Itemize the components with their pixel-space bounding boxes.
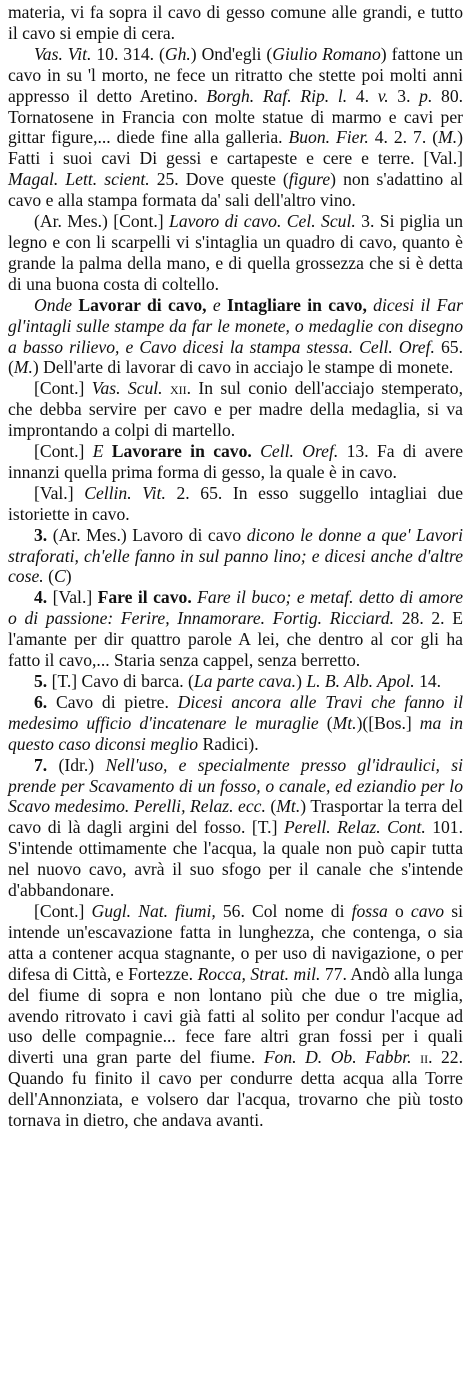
entry-paragraph: [8, 211, 463, 295]
text-segment: Onde: [34, 294, 79, 315]
text-segment: [Val.]: [34, 482, 85, 503]
entry-paragraph: [8, 901, 463, 1131]
text-segment: Buon. Fier.: [288, 127, 369, 148]
entry-paragraph: [8, 441, 463, 483]
text-segment: [103, 441, 111, 461]
text-segment: xii: [169, 378, 187, 399]
entry-paragraph: [8, 525, 463, 588]
text-segment: Fon. D. Ob. Fabbr.: [263, 1047, 412, 1068]
text-segment: [412, 1047, 421, 1067]
entry-paragraph: [8, 378, 463, 441]
text-segment: )([Bos.]: [356, 712, 420, 733]
text-segment: p.: [419, 85, 433, 106]
text-segment: Fare il buco; e metaf. detto di amore o di passione: Ferire, Innamorare. Fortig. Ricciard.: [8, 587, 463, 629]
text-segment: L. B. Alb. Apol.: [306, 671, 415, 691]
entry-paragraph: [8, 755, 463, 901]
text-segment: E: [92, 441, 104, 462]
text-segment: materia, vi fa sopra il cavo di gesso comune alle grandi, e tutto il cavo si empie di cera.: [8, 2, 463, 43]
text-segment: Lavorare in cavo.: [111, 441, 252, 462]
text-segment: fossa: [351, 900, 388, 921]
text-segment: ): [296, 671, 307, 691]
text-segment: 3.: [34, 524, 48, 545]
text-segment: ) Fatti i suoi cavi Di gessi e cartapeste e cere e terre. [Val.]: [8, 127, 463, 169]
text-segment: Vas. Scul.: [91, 378, 163, 399]
text-segment: 28. 2. E l'amante per dir quattro parole A lei, che dentro al cor gli ha fatto il cavo,... Staria senza cappel, senza berretto.: [8, 608, 463, 671]
text-segment: 56. Col nome di: [215, 900, 352, 921]
text-segment: 6.: [34, 691, 48, 712]
text-segment: Mt.: [332, 712, 357, 733]
text-segment: Dicesi ancora alle Travi che fanno il medesimo ufficio d'incatenare le muraglie: [8, 691, 464, 733]
text-segment: Gh.: [164, 43, 191, 64]
text-segment: Lavorar di cavo,: [78, 294, 207, 315]
text-segment: (: [43, 566, 54, 587]
text-segment: ) non s'adattino al cavo e alla stampa formata da' sali dell'altro vino.: [8, 169, 463, 211]
text-segment: 13. Fa di avere innanzi quella prima forma di gesso, la quale è in cavo.: [8, 441, 464, 482]
text-segment: Borgh. Raf. Rip. l.: [206, 85, 348, 106]
text-segment: ) fattone un cavo in su 'l morto, ne fece un ritratto che stette poi molti anni appresso il detto Aretino.: [8, 43, 463, 106]
text-segment: (Ar. Mes.) [Cont.]: [34, 211, 170, 232]
text-segment: 7.: [34, 754, 48, 775]
text-segment: si intende un'escavazione fatta in lunghezza, che contenga, o sia atta a contener acqua stagnante, o per uso di navigazione, o per difesa di Città, e Fortezze.: [8, 900, 463, 984]
text-segment: . 22. Quando fu finito il cavo per condurre detta acqua alla Torre dell'Annonziata, e volsero dar l'acqua, trovarno che più tosto tornava in dietro, che andava avanti.: [8, 1047, 464, 1131]
text-segment: ii: [420, 1047, 429, 1068]
text-segment: (Idr.): [47, 754, 106, 775]
entry-paragraph: [8, 2, 463, 44]
text-segment: (Ar. Mes.) Lavoro di cavo: [47, 524, 247, 545]
text-segment: Cell. Oref.: [260, 441, 339, 462]
text-segment: [Cont.]: [34, 441, 93, 462]
text-segment: Vas. Vit.: [34, 43, 92, 64]
text-segment: La parte cava.: [193, 671, 297, 691]
text-segment: ) Ond'egli (: [190, 43, 273, 64]
text-segment: Magal. Lett. scient.: [8, 169, 150, 190]
text-segment: Lavoro di cavo. Cel. Scul.: [169, 211, 356, 232]
dictionary-page: [8, 0, 463, 1131]
text-segment: cavo: [410, 900, 445, 921]
text-segment: 10. 314. (: [91, 43, 165, 64]
text-segment: 3. Si piglia un legno e con li scarpelli vi s'intaglia un quadro di cavo, quanto è grande la palma della mano, e di quella grossezza che si è detta di una buona costa di coltello.: [8, 211, 463, 294]
text-segment: C: [53, 566, 66, 587]
text-segment: 4.: [347, 85, 378, 106]
text-segment: (: [265, 796, 277, 817]
text-segment: v.: [377, 85, 389, 106]
text-segment: M.: [13, 357, 33, 378]
text-segment: 4.: [34, 587, 48, 608]
text-segment: 77. Andò alla lunga del fiume di sopra e non lontano più che due o tre miglia, avendo ritrovato i cavi già fatti al solito per condur l'acque ad uso delle compagnie... fece fare altri gran fossi per i quali diverti una gran parte del fiume.: [8, 963, 463, 1068]
text-segment: 5.: [34, 671, 48, 691]
text-segment: ) Trasportar la terra del cavo di là dagli argini del fosso. [T.]: [8, 796, 464, 838]
text-segment: 80. Tornatosene in Francia con molte statue di marmo e cavi per gittar figure,... diede fine alla galleria.: [8, 85, 464, 148]
entry-paragraph: [8, 295, 463, 379]
text-segment: 14.: [414, 671, 442, 691]
text-segment: Nell'uso, e specialmente presso gl'idraulici, si prende per Scavamento di un fosso, o canale, ed eziandio per lo Scavo medesimo. Perelli, Relaz. ecc.: [8, 754, 463, 817]
text-segment: ) Dell'arte di lavorar di cavo in acciajo le stampe di monete.: [32, 357, 454, 378]
text-segment: [163, 378, 170, 398]
text-segment: 65. (: [8, 336, 464, 378]
text-segment: . In sul conio dell'acciajo stemperato, che debba servire per cavo e per madre della medaglia, si va improntando a colpi di martello.: [8, 378, 463, 441]
text-segment: dicono le donne a que' Lavori straforati, ch'elle fanno in sul panno lino; e dicesi anche d'altre cose.: [8, 524, 463, 587]
text-segment: 25. Dove queste (: [149, 169, 289, 190]
text-segment: ): [65, 566, 72, 587]
text-segment: 2. 65. In esso suggello intagliai due istoriette in cavo.: [8, 482, 464, 524]
text-segment: 3.: [388, 85, 420, 106]
text-segment: ma in questo caso diconsi meglio: [8, 712, 463, 754]
text-segment: M.: [438, 127, 458, 148]
text-segment: Gugl. Nat. fiumi,: [91, 900, 216, 921]
text-segment: Intagliare in cavo,: [226, 294, 367, 315]
text-segment: dicesi il Far gl'intagli sulle stampe da far le monete, o medaglie con disegno a basso rilievo, e Cavo dicesi la stampa stessa. Cell. Oref.: [8, 294, 463, 357]
entry-paragraph: [8, 587, 463, 671]
text-segment: Rocca, Strat. mil.: [197, 963, 321, 984]
text-segment: Perell. Relaz. Cont.: [283, 817, 426, 838]
text-segment: Mt.: [276, 796, 301, 817]
text-segment: 101. S'intende ottimamente che l'acqua, la quale non può capir tutta nel nuovo cavo, avrà il suo sfogo per il canale che s'intende d'abbandonare.: [8, 817, 464, 901]
entry-paragraph: [8, 44, 463, 211]
text-segment: [Cont.]: [34, 900, 92, 921]
entry-paragraph: [8, 483, 463, 525]
entry-paragraph: [8, 671, 463, 692]
text-segment: [Val.]: [47, 587, 98, 608]
text-segment: o: [387, 900, 411, 921]
text-segment: (: [318, 712, 333, 733]
text-segment: Radici).: [198, 733, 259, 754]
text-segment: [T.] Cavo di barca. (: [47, 671, 194, 691]
text-segment: Cavo di pietre.: [47, 691, 178, 712]
text-segment: figure: [288, 169, 331, 190]
entry-paragraph: [8, 692, 463, 755]
text-segment: e: [206, 294, 227, 315]
text-segment: 4. 2. 7. (: [368, 127, 439, 148]
text-segment: Cellin. Vit.: [84, 482, 166, 503]
text-segment: [Cont.]: [34, 378, 92, 399]
text-segment: Fare il cavo.: [97, 587, 192, 608]
text-segment: [252, 441, 260, 461]
text-segment: Giulio Romano: [272, 43, 381, 64]
